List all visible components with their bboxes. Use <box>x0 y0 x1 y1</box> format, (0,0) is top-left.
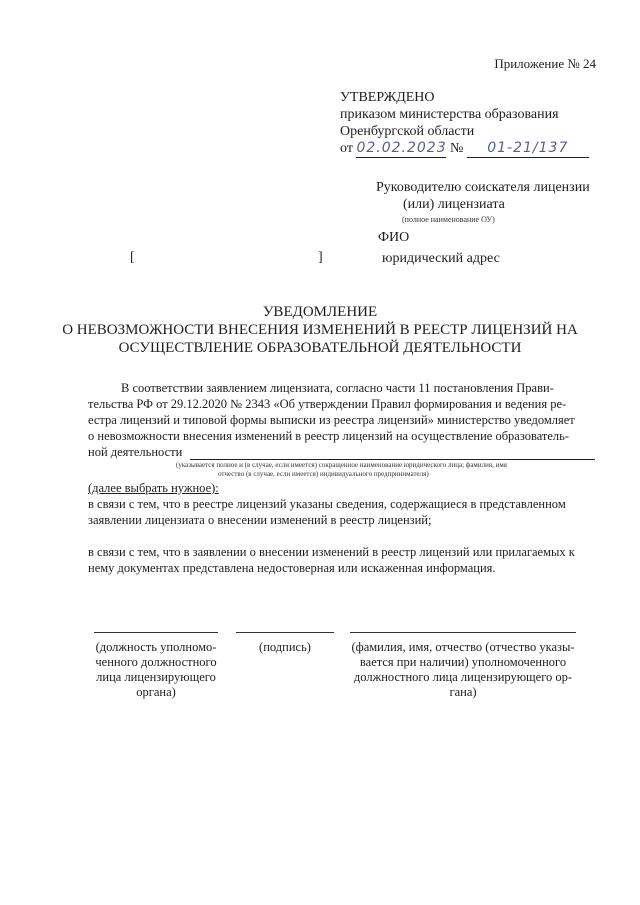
body-line-1: В соответствии заявлением лицензиата, согласно части 11 постановления Прави- <box>121 381 554 395</box>
name-caption-line: гана) <box>449 685 477 699</box>
addressee-hint: (полное наименование ОУ) <box>402 215 495 224</box>
addressee-address: юридический адрес <box>382 251 500 266</box>
approval-date-row <box>340 140 589 158</box>
approval-block <box>340 89 589 158</box>
name-signature-line[interactable] <box>350 632 576 633</box>
position-caption-line: органа) <box>136 685 176 699</box>
addressee-fio: ФИО <box>378 230 410 245</box>
position-caption <box>90 640 222 700</box>
addressee-line-1: Руководителю соискателя лицензии <box>376 180 590 195</box>
heading-line-3: ОСУЩЕСТВЛЕНИЕ ОБРАЗОВАТЕЛЬНОЙ ДЕЯТЕЛЬНОСТИ <box>118 340 522 356</box>
approval-number-label: № <box>449 141 464 156</box>
approval-line-1: приказом министерства образования <box>340 107 559 122</box>
signature-line[interactable] <box>236 632 334 633</box>
approval-number: 01-21/137 <box>467 140 589 158</box>
position-caption-line: (должность уполномо- <box>95 640 217 654</box>
position-signature-line[interactable] <box>94 632 218 633</box>
name-caption-line: должностного лица лицензирующего ор- <box>353 670 573 684</box>
approval-date: 02.02.2023 <box>356 140 447 156</box>
approval-from-label: от <box>340 141 353 156</box>
heading-title: УВЕДОМЛЕНИЕ <box>262 304 378 320</box>
choose-instruction: (далее выбрать нужное): <box>88 481 219 495</box>
bracket-left: [ <box>130 250 135 265</box>
organization-name-field[interactable] <box>190 459 595 460</box>
approval-line-2: Оренбургской области <box>340 124 475 139</box>
option-1-line-1: в связи с тем, что в реестре лицензий указаны сведения, содержащиеся в представленном <box>88 497 566 511</box>
heading-line-2: О НЕВОЗМОЖНОСТИ ВНЕСЕНИЯ ИЗМЕНЕНИЙ В РЕЕСТР ЛИЦЕНЗИЙ НА <box>62 322 578 338</box>
body-line-3: естра лицензий и типовой формы выписки из реестра лицензий» министерство уведомляет <box>88 413 575 427</box>
body-line-2: тельства РФ от 29.12.2020 № 2343 «Об утверждении Правил формирования и ведения ре- <box>88 397 567 411</box>
name-caption-line: (фамилия, имя, отчество (отчество указы- <box>351 640 575 654</box>
body-line-5: ной деятельности <box>88 445 183 459</box>
bracket-right: ] <box>318 250 323 265</box>
name-caption-line: вается при наличии) уполномоченного <box>359 655 567 669</box>
body-hint-line-1: (указывается полное и (в случае, если имеется) сокращенное наименование юридического лица; фамилия, имя <box>176 461 507 469</box>
addressee-line-2: (или) лицензиата <box>403 197 505 212</box>
appendix-label: Приложение № 24 <box>494 56 596 71</box>
position-caption-line: лица лицензирующего <box>96 670 216 684</box>
name-caption <box>350 640 576 700</box>
option-2-line-1: в связи с тем, что в заявлении о внесении изменений в реестр лицензий или прилагаемых к <box>88 545 575 559</box>
option-1-line-2: заявлении лицензиата о внесении изменений в реестр лицензий; <box>88 513 432 527</box>
position-caption-line: ченного должностного <box>95 655 217 669</box>
body-hint-line-2: отчество (в случае, если имеется) индивидуального предпринимателя) <box>218 470 429 478</box>
signature-caption: (подпись) <box>259 640 311 654</box>
approval-title: УТВЕРЖДЕНО <box>340 90 435 105</box>
body-line-4: о невозможности внесения изменений в реестр лицензий на осуществление образователь- <box>88 429 570 443</box>
option-2-line-2: нему документах представлена недостоверная или искаженная информация. <box>88 561 496 575</box>
